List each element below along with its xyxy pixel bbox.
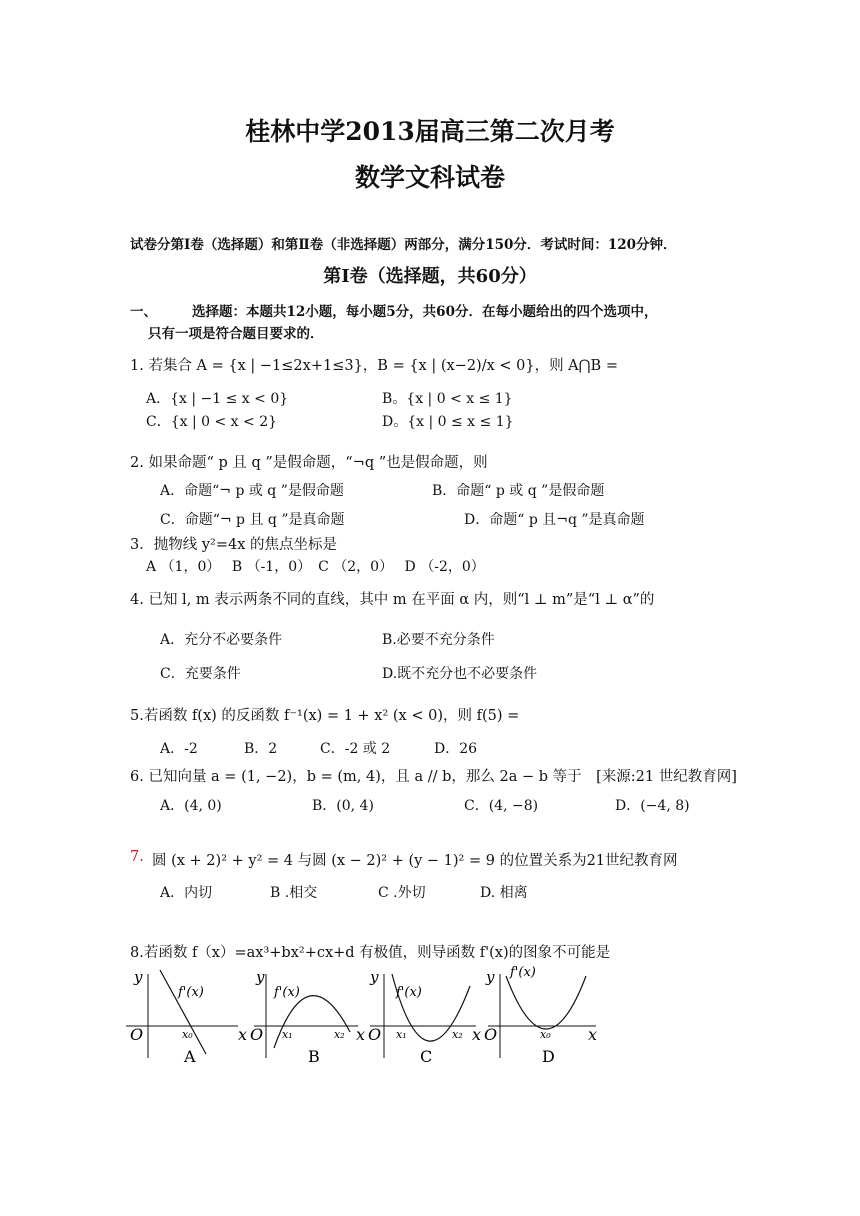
graph-a-curve [160,970,206,1054]
part-heading-line1: 选择题：本题共12小题，每小题5分，共60分．在每小题给出的四个选项中， [192,304,658,320]
question-3-options: A （1，0） B （-1，0） C （2，0） D （-2，0） [146,559,485,575]
question-1-option-d: D。{x | 0 ≤ x ≤ 1} [382,414,514,430]
question-5-stem: 5.若函数 f(x) 的反函数 f⁻¹(x) = 1 + x² (x < 0)，则 f(5) = [130,708,520,724]
question-7-option-a: A．内切 [160,885,213,901]
exam-instructions: 试卷分第Ⅰ卷（选择题）和第Ⅱ卷（非选择题）两部分，满分150分．考试时间：120分钟． [130,237,677,253]
question-5-option-d: D．26 [434,741,478,757]
graph-d-x-label: x [588,1025,598,1044]
part-heading-line2: 只有一项是符合题目要求的． [148,326,324,342]
question-7-stem: 圆 (x + 2)² + y² = 4 与圆 (x − 2)² + (y − 1)² = 9 的位置关系为21世纪教育网 [152,853,678,869]
graph-b-x-label: x [356,1025,366,1044]
graph-c-func-label: f'(x) [396,985,422,1000]
question-5-option-a: A．-2 [160,741,198,757]
question-1-option-b: B。{x | 0 < x ≤ 1} [382,391,513,407]
graph-c-root1-label: x₁ [396,1028,407,1041]
graph-a-root-label: x₀ [182,1028,193,1041]
question-6-option-b: B．(0, 4) [312,798,374,814]
graph-b-y-label: y [256,968,265,986]
question-7-number: 7. [130,849,144,865]
question-5-option-b: B．2 [244,741,278,757]
question-1-stem: 1. 若集合 A = {x | −1≤2x+1≤3}，B = {x | (x−2)/x < 0}，则 A⋂B = [130,358,618,374]
question-4-option-a: A．充分不必要条件 [160,632,283,648]
question-4-stem: 4. 已知 l, m 表示两条不同的直线，其中 m 在平面 α 内，则“l ⊥ m”是“l ⊥ α”的 [130,592,655,608]
graph-a-func-label: f'(x) [178,985,204,1000]
question-2-option-a: A．命题“¬ p 或 q ”是假命题 [160,483,344,499]
graph-a-origin: O [130,1025,144,1044]
graph-a-y-label: y [134,968,143,986]
question-8-stem: 8.若函数 f（x）=ax³+bx²+cx+d 有极值，则导函数 f'(x)的图象不可能是 [130,945,611,961]
question-7-option-d: D. 相离 [480,885,528,901]
graph-b-caption: B [308,1047,320,1066]
question-6-option-a: A．(4, 0) [160,798,222,814]
question-4-option-b: B.必要不充分条件 [382,632,495,648]
question-1-option-a: A．{x | −1 ≤ x < 0} [146,391,289,407]
question-4-option-d: D.既不充分也不必要条件 [382,666,538,682]
question-6-option-c: C．(4, −8) [464,798,539,814]
question-6-option-d: D．(−4, 8) [615,798,690,814]
graph-c-root2-label: x₂ [452,1028,463,1041]
section-title: 第Ⅰ卷（选择题，共60分） [323,266,537,287]
graph-d [484,965,597,1066]
graph-d-func-label: f'(x) [510,965,536,980]
graph-c [368,968,481,1066]
graph-b [250,968,365,1066]
question-2-option-c: C．命题“¬ p 且 q ”是真命题 [160,512,345,528]
graph-b-root2-label: x₂ [334,1028,345,1041]
question-2-option-d: D．命题“ p 且¬q ”是真命题 [464,512,645,528]
question-2-option-b: B．命题“ p 或 q ”是假命题 [432,483,605,499]
question-4-option-c: C．充要条件 [160,666,241,682]
question-7-option-b: B .相交 [270,885,318,901]
question-3-stem: 3．抛物线 y²=4x 的焦点坐标是 [130,537,337,553]
graph-c-y-label: y [370,968,379,986]
graph-b-func-label: f'(x) [274,985,300,1000]
exam-title: 桂林中学2013届高三第二次月考 [245,117,615,146]
exam-subtitle: 数学文科试卷 [354,163,505,192]
graph-a-x-label: x [238,1025,248,1044]
question-5-option-c: C．-2 或 2 [320,741,391,757]
question-2-stem: 2. 如果命题“ p 且 q ”是假命题，“¬q ”也是假命题，则 [130,455,488,471]
graph-b-origin: O [250,1025,264,1044]
question-8-graphs [126,962,606,1074]
graph-c-caption: C [420,1047,433,1066]
graph-d-origin: O [484,1025,498,1044]
part-heading-num: 一、 [130,304,157,320]
graph-a [126,968,247,1066]
graph-c-x-label: x [472,1025,482,1044]
graph-c-origin: O [368,1025,382,1044]
graph-d-caption: D [542,1047,555,1066]
graph-d-root-label: x₀ [540,1028,551,1041]
question-1-option-c: C．{x | 0 < x < 2} [146,414,278,430]
graph-b-root1-label: x₁ [282,1028,293,1041]
graph-d-curve [506,976,586,1029]
graph-d-y-label: y [486,968,495,986]
question-7-option-c: C .外切 [378,885,426,901]
graph-a-caption: A [184,1047,196,1066]
question-6-stem: 6. 已知向量 a = (1, −2)，b = (m, 4)，且 a // b，那么 2a − b 等于 [来源:21 世纪教育网] [130,769,737,785]
